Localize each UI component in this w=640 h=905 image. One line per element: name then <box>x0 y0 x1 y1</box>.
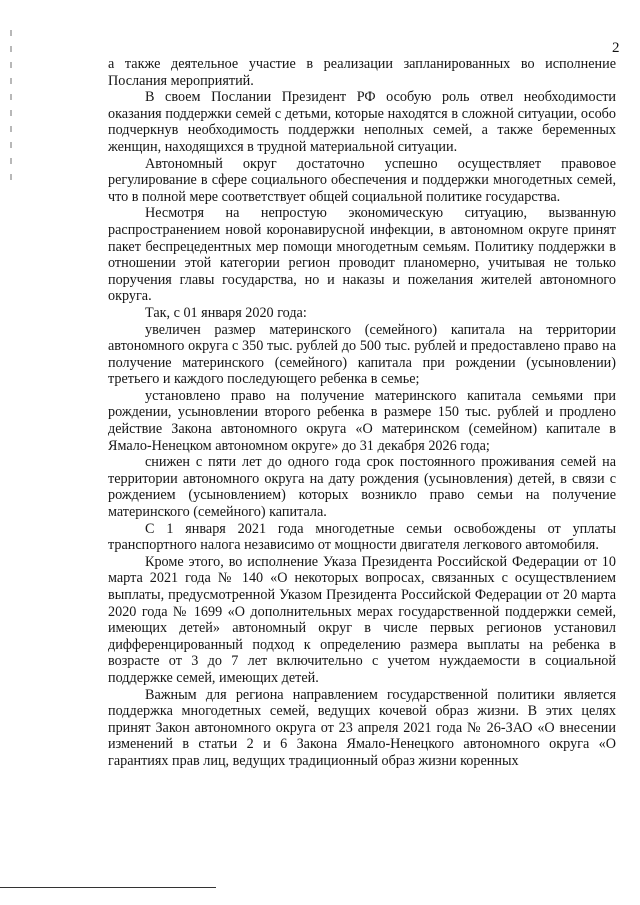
document-body <box>108 56 616 770</box>
paragraph-1: а также деятельное участие в реализации запланированных во исполнение Послания мероприятий. <box>108 56 616 89</box>
paragraph-8: снижен с пяти лет до одного года срок постоянного проживания семей на территории автономного округа на дату рождения (усыновления) детей, в связи с рождением (усыновлением) которых возникло право семьи на получение материнского (семейного) капитала. <box>108 454 616 521</box>
paragraph-2: В своем Послании Президент РФ особую роль отвел необходимости оказания поддержки семей с детьми, которые находятся в сложной ситуации, особо подчеркнув необходимость поддержки неполных семей, а также беременных женщин, находящихся в трудной материальной ситуации. <box>108 89 616 155</box>
paragraph-9: С 1 января 2021 года многодетные семьи освобождены от уплаты транспортного налога независимо от мощности двигателя легкового автомобиля. <box>108 520 616 554</box>
paragraph-4: Несмотря на непростую экономическую ситуацию, вызванную распространением новой коронавирусной инфекции, в автономном округе принят пакет беспрецедентных мер помощи многодетным семьям. Политику поддержки в отношении этой категории регион проводит планомерно, учитывая не только поручения главы государства, но и наказы и пожелания жителей автономного округа. <box>108 205 616 305</box>
paragraph-6: увеличен размер материнского (семейного) капитала на территории автономного округа с 350 тыс. рублей до 500 тыс. рублей и предоставлено право на получение материнского (семейного) капитала при рождении (усыновлении) третьего и каждого последующего ребенка в семье; <box>108 321 616 388</box>
paragraph-11: Важным для региона направлением государственной политики является поддержка многодетных семей, ведущих кочевой образ жизни. В этих целях принят Закон автономного округа от 23 апреля 2021 года № 26-ЗАО «О внесении изменений в статьи 2 и 6 Закона Ямало-Ненецкого автономного округа «О гарантиях прав лиц, ведущих традиционный образ жизни коренных <box>108 686 616 769</box>
binding-marks <box>10 30 12 180</box>
paragraph-7: установлено право на получение материнского капитала семьями при рождении, усыновлении второго ребенка в размере 150 тыс. рублей и продлено действие Закона автономного округа «О материнском (семейном) капитале в Ямало-Ненецком автономном округе» до 31 декабря 2026 года; <box>108 387 616 454</box>
footer-rule <box>0 887 216 888</box>
paragraph-10: Кроме этого, во исполнение Указа Президента Российской Федерации от 10 марта 2021 года № 140 «О некоторых вопросах, связанных с осуществлением выплаты, предусмотренной Указом Президента Российской Федерации от 20 марта 2020 года № 1699 «О дополнительных мерах государственной поддержки семей, имеющих детей» автономный округ в числе первых регионов установил дифференцированный подход к определению размера выплаты на ребенка в возрасте от 3 до 7 лет включительно с учетом нуждаемости в социальной поддержке семей, имеющих детей. <box>108 553 616 686</box>
page-number: 2 <box>612 40 620 56</box>
paragraph-5: Так, с 01 января 2020 года: <box>145 304 307 321</box>
paragraph-3: Автономный округ достаточно успешно осуществляет правовое регулирование в сфере социального обеспечения и поддержки многодетных семей, что в полной мере соответствует общей социальной политике государства. <box>108 155 616 205</box>
